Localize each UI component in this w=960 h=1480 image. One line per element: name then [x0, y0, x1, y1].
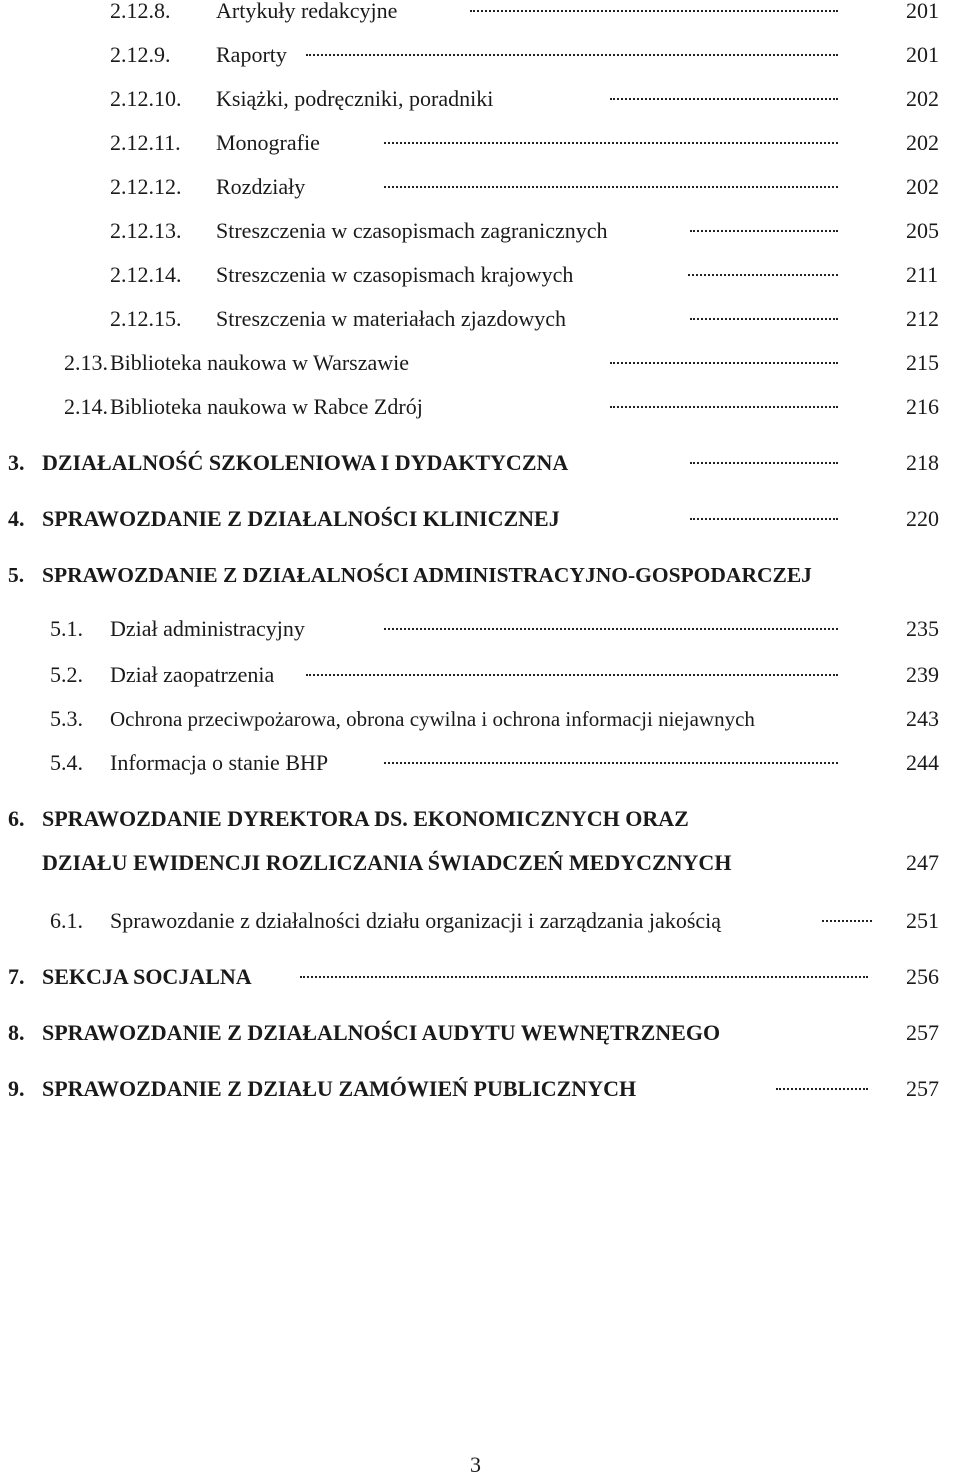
toc-entry	[0, 40, 960, 70]
section-number: 5.	[8, 563, 25, 587]
toc-section	[0, 448, 960, 478]
section-number: 4.	[8, 506, 25, 531]
section-number: 9.	[8, 1076, 25, 1101]
dot-leader	[690, 518, 838, 520]
toc-entry	[0, 128, 960, 158]
toc-entry	[0, 660, 960, 690]
entry-page: 239	[906, 662, 939, 687]
toc-section	[0, 560, 960, 590]
entry-title: Książki, podręczniki, poradniki	[216, 86, 494, 111]
entry-page: 201	[906, 0, 939, 23]
entry-number: 2.12.11.	[110, 130, 181, 155]
entry-title: Biblioteka naukowa w Rabce Zdrój	[110, 394, 423, 419]
entry-page: 215	[906, 350, 939, 375]
section-title: SPRAWOZDANIE Z DZIAŁALNOŚCI KLINICZNEJ	[42, 506, 560, 531]
section-page: 220	[906, 506, 939, 531]
toc-section	[0, 962, 960, 992]
entry-number: 2.12.13.	[110, 218, 182, 243]
entry-page: 235	[906, 616, 939, 641]
entry-number: 2.12.15.	[110, 306, 182, 331]
entry-title: Sprawozdanie z działalności działu organizacji i zarządzania jakością	[110, 908, 722, 933]
toc-entry	[0, 172, 960, 202]
entry-page: 202	[906, 130, 939, 155]
dot-leader	[300, 976, 868, 978]
dot-leader	[610, 406, 838, 408]
dot-leader	[610, 362, 838, 364]
toc-entry	[0, 748, 960, 778]
entry-title: Raporty	[216, 42, 287, 67]
section-title: SPRAWOZDANIE Z DZIAŁALNOŚCI AUDYTU WEWNĘTRZNEGO	[42, 1020, 721, 1045]
toc-entry	[0, 0, 960, 26]
section-page: 247	[906, 850, 939, 875]
section-title: SPRAWOZDANIE Z DZIAŁALNOŚCI ADMINISTRACYJNO-GOSPODARCZEJ	[42, 563, 812, 587]
toc-entry	[0, 906, 960, 936]
toc-entry	[0, 614, 960, 644]
entry-number: 2.12.9.	[110, 42, 171, 67]
dot-leader	[690, 318, 838, 320]
dot-leader	[690, 462, 838, 464]
dot-leader	[306, 674, 838, 676]
section-page: 256	[906, 964, 939, 989]
entry-title: Dział zaopatrzenia	[110, 662, 275, 687]
dot-leader	[822, 920, 872, 922]
dot-leader	[688, 274, 838, 276]
toc-section	[0, 1018, 960, 1048]
entry-title: Ochrona przeciwpożarowa, obrona cywilna i ochrona informacji niejawnych	[110, 707, 755, 731]
entry-title: Rozdziały	[216, 174, 306, 199]
entry-title: Biblioteka naukowa w Warszawie	[110, 350, 410, 375]
dot-leader	[470, 10, 838, 12]
dot-leader	[384, 762, 838, 764]
entry-number: 2.12.8.	[110, 0, 171, 23]
toc-entry	[0, 392, 960, 422]
entry-page: 202	[906, 174, 939, 199]
section-number: 7.	[8, 964, 25, 989]
section-number: 8.	[8, 1020, 25, 1045]
entry-page: 201	[906, 42, 939, 67]
entry-page: 216	[906, 394, 939, 419]
entry-number: 5.3.	[50, 706, 83, 731]
section-number: 6.	[8, 806, 25, 831]
section-page: 257	[906, 1076, 939, 1101]
toc-entry	[0, 260, 960, 290]
entry-number: 2.13.	[64, 350, 108, 375]
entry-title: Monografie	[216, 130, 320, 155]
section-title: SPRAWOZDANIE Z DZIAŁU ZAMÓWIEŃ PUBLICZNYCH	[42, 1076, 637, 1101]
entry-title: Streszczenia w czasopismach krajowych	[216, 262, 574, 287]
entry-page: 212	[906, 306, 939, 331]
toc-entry	[0, 216, 960, 246]
entry-number: 5.2.	[50, 662, 83, 687]
entry-number: 5.4.	[50, 750, 83, 775]
section-title: DZIAŁU EWIDENCJI ROZLICZANIA ŚWIADCZEŃ MEDYCZNYCH	[42, 850, 732, 875]
dot-leader	[306, 54, 838, 56]
toc-section	[0, 1074, 960, 1104]
section-title: DZIAŁALNOŚĆ SZKOLENIOWA I DYDAKTYCZNA	[42, 450, 569, 475]
section-page: 257	[906, 1020, 939, 1045]
entry-number: 2.14.	[64, 394, 108, 419]
toc-entry	[0, 304, 960, 334]
entry-page: 211	[906, 262, 939, 287]
toc-entry	[0, 348, 960, 378]
toc-entry	[0, 84, 960, 114]
toc-section-continuation	[0, 848, 960, 878]
entry-title: Informacja o stanie BHP	[110, 750, 329, 775]
dot-leader	[690, 230, 838, 232]
dot-leader	[384, 142, 838, 144]
entry-title: Dział administracyjny	[110, 616, 305, 641]
entry-title: Streszczenia w materiałach zjazdowych	[216, 306, 566, 331]
dot-leader	[384, 628, 838, 630]
entry-page: 205	[906, 218, 939, 243]
section-number: 3.	[8, 450, 25, 475]
toc-entry	[0, 704, 960, 734]
entry-page: 243	[906, 706, 939, 731]
toc-section	[0, 504, 960, 534]
toc-section	[0, 804, 960, 834]
entry-number: 2.12.12.	[110, 174, 182, 199]
entry-page: 244	[906, 750, 939, 775]
page-number: 3	[470, 1452, 481, 1477]
dot-leader	[610, 98, 838, 100]
entry-number: 6.1.	[50, 908, 83, 933]
entry-number: 2.12.10.	[110, 86, 182, 111]
entry-number: 2.12.14.	[110, 262, 182, 287]
entry-page: 202	[906, 86, 939, 111]
section-page: 218	[906, 450, 939, 475]
dot-leader	[384, 186, 838, 188]
dot-leader	[776, 1088, 868, 1090]
entry-title: Streszczenia w czasopismach zagranicznych	[216, 218, 608, 243]
entry-title: Artykuły redakcyjne	[216, 0, 398, 23]
section-title: SEKCJA SOCJALNA	[42, 964, 252, 989]
entry-number: 5.1.	[50, 616, 83, 641]
entry-page: 251	[906, 908, 939, 933]
section-title: SPRAWOZDANIE DYREKTORA DS. EKONOMICZNYCH ORAZ	[42, 806, 689, 831]
